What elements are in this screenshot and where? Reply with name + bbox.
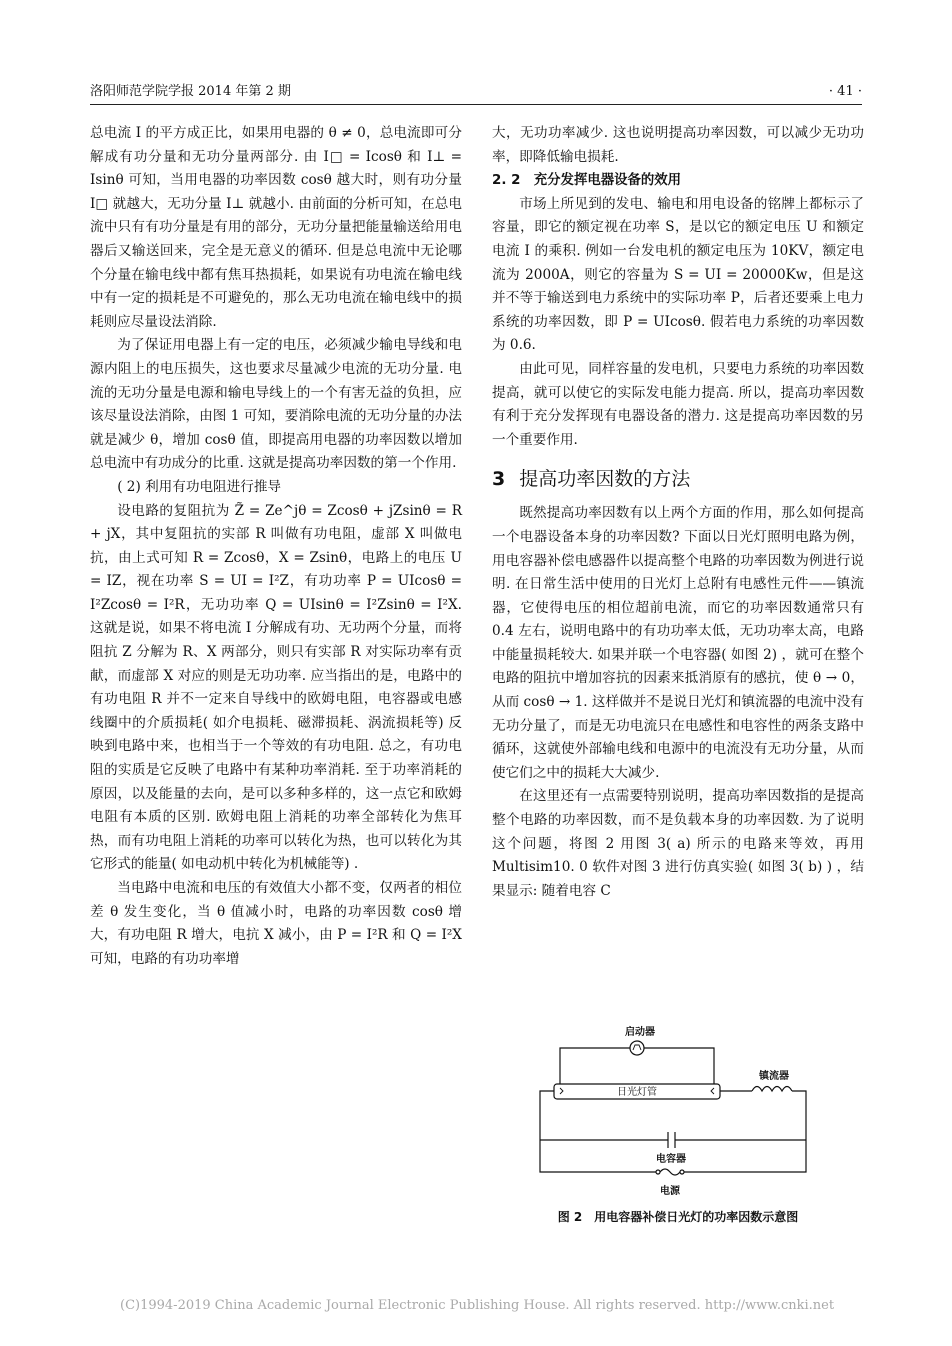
section-heading-3 (492, 466, 864, 492)
copyright-footer: (C)1994-2019 China Academic Journal Electronic Publishing House. All rights reserved. http://www.cnki.net (120, 1298, 835, 1313)
paragraph: 当电路中电流和电压的有效值大小都不变，仅两者的相位差 θ 发生变化，当 θ 值减小时，电路的功率因数 cosθ 增大，有功电阻 R 增大，电抗 X 减小，由 P = I²R 和 Q = I²X 可知，电路的有功功率增 (90, 880, 462, 967)
ballast-coil-icon (752, 1087, 792, 1092)
paragraph: 市场上所见到的发电、输电和用电设备的铭牌上都标示了容量，即它的额定视在功率 S，是以它的额定电压 U 和额定电流 I 的乘积. 例如一台发电机的额定电压为 10KV，额定电流为 2000A，则它的容量为 S = UI = 20000Kw，但是这并不等于输送到电力系统中的实际功率 P，后者还要乘上电力系统的功率因数，即 P = UIcosθ. 假若电力系统的功率因数为 0.6. (492, 195, 864, 354)
section-number: 3 (492, 468, 506, 491)
starter-label: 启动器 (625, 1027, 655, 1038)
ballast-label: 镇流器 (759, 1071, 789, 1082)
header-divider (90, 104, 862, 105)
right-column (492, 122, 864, 903)
page-number: · 41 · (828, 84, 862, 99)
paragraph: 由此可见，同样容量的发电机，只要电力系统的功率因数提高，就可以使它的实际发电能力提高. 所以，提高功率因数有利于充分发挥现有电器设备的潜力. 这是提高功率因数的另一个重要作用. (492, 360, 864, 448)
starter-icon (630, 1041, 644, 1055)
paragraph: 设电路的复阻抗为 Z̃ = Ze^jθ = Zcosθ + jZsinθ = R + jX，其中复阻抗的实部 R 叫做有功电阻，虚部 X 叫做电抗，由上式可知 R = Zcosθ，X = Zsinθ，电路上的电压 U = IZ，视在功率 S = UI = I²Z，有功功率 P = UIcosθ = I²Zcosθ = I²R，无功功率 Q = UIsinθ = I²Zsinθ = I²X. 这就是说，如果不将电流 I 分解成有功、无功两个分量，而将阻抗 Z 分解为 R、X 两部分，则只有实部 R 对实际功率有贡献，而虚部 X 对应的则是无功功率. 应当指出的是，电路中的有功电阻 R 并不一定来自导线中的欧姆电阻，电容器或电感线圈中的介质损耗( 如介电损耗、磁滞损耗、涡流损耗等) 反映到电路中来，也相当于一个等效的有功电阻. 总之，有功电阻的实质是它反映了电路中有某种功率消耗. 至于功率消耗的原因，以及能量的去向，是可以多种多样的，这一点它和欧姆电阻有本质的区别. 欧姆电阻上消耗的功率全部转化为焦耳热，而有功电阻上消耗的功率可以转化为热，也可以转化为其它形式的能量( 如电动机中转化为机械能等) . (90, 502, 462, 873)
paragraph: 为了保证用电器上有一定的电压，必须减少输电导线和电源内阻上的电压损失，这也要求尽量减少电流的无功分量. 电流的无功分量是电源和输电导线上的一个有害无益的负担，应该尽量设法消除，由图 1 可知，要消除电流的无功分量的办法就是减少 θ，增加 cosθ 值，即提高用电器的功率因数以增加总电流中有功成分的比重. 这就是提高功率因数的第一个作用. (90, 337, 462, 472)
paragraph: 总电流 I 的平方成正比，如果用电器的 θ ≠ 0，总电流即可分解成有功分量和无功分量两部分. 由 I□ = Icosθ 和 I⊥ = Isinθ 可知，当用电器的功率因数 cosθ 越大时，则有功分量 I□ 就越大，无功分量 I⊥ 就越小. 由前面的分析可知，在总电流中只有有功分量是有用的部分，无功分量把能量输送给用电器后又输送回来，完全是无意义的循环. 但是总电流中无论哪个分量在输电线中都有焦耳热损耗，如果说有功电流在输电线中有一定的损耗是不可避免的，那么无功电流在输电线中的损耗则应尽量设法消除. (90, 125, 462, 330)
source-label: 电源 (660, 1186, 680, 1197)
paragraph: 大，无功功率减少. 这也说明提高功率因数，可以减少无功功率，即降低输电损耗. (492, 125, 864, 165)
source-icon (660, 1169, 680, 1175)
lamp-label: 日光灯管 (617, 1087, 657, 1098)
section-title: 提高功率因数的方法 (519, 468, 691, 491)
circuit-svg (530, 1022, 814, 1200)
circuit-diagram (530, 1022, 814, 1200)
left-column (90, 122, 462, 971)
paragraph: 在这里还有一点需要特别说明，提高功率因数指的是提高整个电路的功率因数，而不是负载本身的功率因数. 为了说明这个问题，将图 2 用图 3( a) 所示的电路来等效，再用 Multisim10. 0 软件对图 3 进行仿真实验( 如图 3( b) ) ，结果显示: 随着电容 C (492, 788, 864, 899)
figure-caption: 图 2 用电容器补偿日光灯的功率因数示意图 (557, 1210, 799, 1224)
section-heading-2-2: 2. 2 充分发挥电器设备的效用 (492, 173, 682, 189)
paragraph: 既然提高功率因数有以上两个方面的作用，那么如何提高一个电器设备本身的功率因数? 下面以日光灯照明电路为例，用电容器补偿电感器件以提高整个电路的功率因数为例进行说明. 在日常生活中使用的日光灯上总附有电感性元件——镇流器，它使得电压的相位超前电流，而它的功率因数通常只有 0.4 左右，说明电路中的有功功率太低，无功功率太高，电路中能量损耗较大. 如果并联一个电容器( 如图 2) ，就可在整个电路的阻抗中增加容抗的因素来抵消原有的感抗，使 θ → 0，从而 cosθ → 1. 这样做并不是说日光灯和镇流器的电流中没有无功分量了，而是无功电流只在电感性和电容性的两条支路中循环，这就使外部输电线和电源中的电流没有无功分量，从而使它们之中的损耗大大减少. (492, 505, 864, 781)
capacitor-label: 电容器 (656, 1154, 686, 1165)
capacitor-icon (668, 1132, 675, 1148)
subsection-heading: ( 2) 利用有功电阻进行推导 (117, 478, 282, 495)
journal-header: 洛阳师范学院学报 2014 年第 2 期 (90, 84, 291, 99)
